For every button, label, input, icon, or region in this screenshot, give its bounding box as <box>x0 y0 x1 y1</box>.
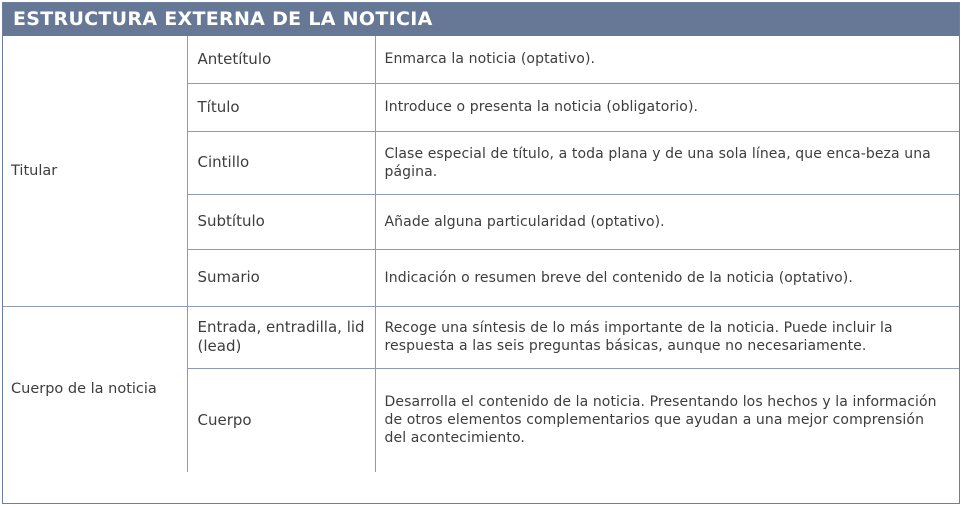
structure-table-panel <box>2 2 960 504</box>
table-row <box>3 36 959 83</box>
table-row <box>3 306 959 368</box>
table-title: ESTRUCTURA EXTERNA DE LA NOTICIA <box>3 3 959 36</box>
element-cell: Título <box>187 83 375 131</box>
element-cell: Cuerpo <box>187 368 375 472</box>
element-cell: Sumario <box>187 249 375 306</box>
description-cell: Introduce o presenta la noticia (obligatorio). <box>375 83 959 131</box>
description-cell: Enmarca la noticia (optativo). <box>375 36 959 83</box>
structure-table <box>3 36 959 472</box>
description-cell: Añade alguna particularidad (optativo). <box>375 194 959 249</box>
description-cell: Recoge una síntesis de lo más importante de la noticia. Puede incluir la respuesta a las seis preguntas básicas, aunque no necesariamente. <box>375 306 959 368</box>
element-cell: Antetítulo <box>187 36 375 83</box>
description-cell: Desarrolla el contenido de la noticia. Presentando los hechos y la información de otros elementos complementarios que ayudan a una mejor comprensión del acontecimiento. <box>375 368 959 472</box>
element-cell: Subtítulo <box>187 194 375 249</box>
group-cell: Titular <box>3 36 187 306</box>
element-cell: Cintillo <box>187 131 375 194</box>
element-cell: Entrada, entradilla, lid (lead) <box>187 306 375 368</box>
description-cell: Clase especial de título, a toda plana y de una sola línea, que enca-beza una página. <box>375 131 959 194</box>
group-cell: Cuerpo de la noticia <box>3 306 187 472</box>
description-cell: Indicación o resumen breve del contenido de la noticia (optativo). <box>375 249 959 306</box>
